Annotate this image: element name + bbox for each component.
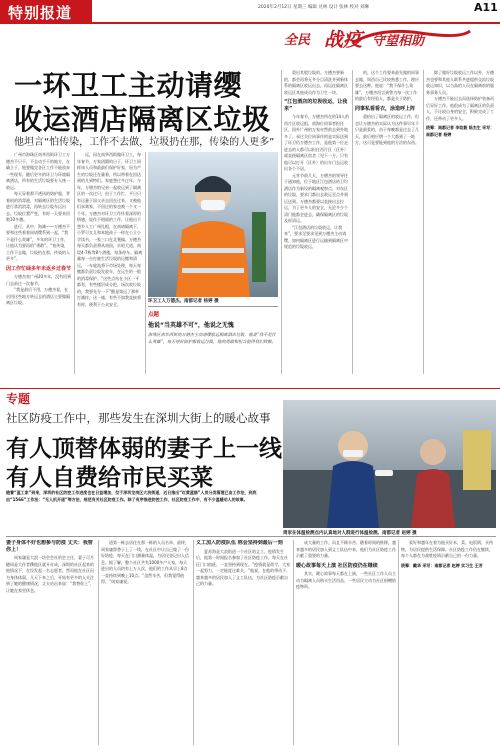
section2-kicker: 社区防疫工作中，那些发生在深圳大街上的暖心故事 [6,411,271,425]
article1-col4-p1: 重拾出了隔离区的收运工作，但也让万德杰的实际认为这件事早年不只是最爱的，由于每晚都是过去了几天，最后相应增一个大都到了一地方，这可是要能到他的方法的东西。 [355,114,419,145]
article1-column3 [284,70,350,374]
section2-headline-line2: 有人自费给市民买菜 [6,465,213,491]
article1-subhead: 他坦言“怕传染，工作不去做，垃圾扔在那，传染的人更多” [14,137,275,148]
article1-column1 [6,152,72,374]
article1-col4-subhead: 同事私看看衣，涂造呼上阵 [355,105,416,112]
article1-column5 [426,70,496,374]
section2-col3-text: 夏苏海是大浪街道一个社区的义工，疫情发生后，他第一时间报名参加了社区防疫工作，每天在社区门口值班，一直坚持到现在。“疫情就是命令，大家一起努力，一定能度过难关。”他说。在他的带动下，越来越多的居民加入了义工队伍，为社区防疫贡献自己的力量。 [196,548,291,586]
section2-label: 专题 [6,392,31,406]
section2-col1-text: 周家谦是大浪一坊会会社的会主任，妻子可月随同是大作者撰他区就开社成，深圳的社区起来的他情况下，在设发起一名志愿者，然而他在社区因为身体体弱，几天下来之后，开始有更多的人关注到了她的健康情况，丈夫站出来说：“我替你上”，让她在家里休息。 [6,555,95,593]
article1-column4 [355,70,421,374]
article1-column2 [77,152,143,374]
article1-col2-text: 远，因在南华西街做环卫工，每年春节，万家团圆的日子，环卫工同样该人员和最最们保护好家，因为产生的垃圾还在量着，所以带着在回达到的儿到特们。家庭想过多过年。今年，万德杰的兄弟一起收运到了隔离区的一次过只，由于工作忙，平日只有运量于国父亲去回在过来，又被他们承离家，不回过的家也被一个又一个年。万德杰对环卫工作怀着深厚的情感，说作不相面的工作，让他出不想乡人工广州扎根，在南诸隔离下，小罗可女儿和本地孩子一样在公立小学读书，一家三口在北裹搞。万德杰每天都负责将从南国，京昭大道，南堤4-7栋等8个酒楼，每条停车、隔离量每一台打雇生活垃圾的运搬和清运，一车轮流将下市场处理，每天每搬都负责垃圾发收车，在运生的一般的消毒保护。“这些点站在小区一平都有，有些楼层成分把，场次收垃圾的，我要先分一下”酷是第运了那杯打溅拌，这一箱，有些不如我直接将有时，便利于公众安全。 [77,152,143,307]
article1-col3-p2: 元宵节前几天，万德杰的领导任于通知他，位于地区江包酒店的卫均酒店作为新设的隔离观察点，对东区的垃圾，要求门都出去收运至点并到运送到。万德杰都要以直接出去拉运，为了更多人的安全，无论多少个清门他都会进去，确保隔离区的垃圾及时清运。 [284,172,348,223]
article1-col1-p3: 进行，从中，海滩——万德杰不要和这些着着同请缨系到一起，“我不是什么英雄”，多年的环卫工作，让他认为要再的“勇敢”。“怕传染，工作不去做，垃圾扔在那，传染的人更多”。 [6,223,70,261]
banner-main: 战疫 [324,29,363,51]
commentary-title: 点题 [148,312,160,318]
section2-closing: 统筹：戴华 采写：南都记者 赵婷 实习生 王芳 [401,562,483,568]
section2-column2 [101,540,191,745]
section2-column4 [296,540,396,745]
article1-headline-line2: 收运酒店隔离区垃圾 [14,104,271,135]
article1-col3-subhead: “江包酒店的垃圾收运，让我来” [284,99,348,112]
commentary-headline: 他说“当英雄不可”，他说之无愧 [148,322,234,329]
banner-suffix: 守望相助 [372,34,425,49]
section-tag-label: 特别报道 [8,4,73,22]
article1-photo-caption: 环卫工人万德杰。南都记者 杨婷 摄 [148,299,219,304]
section2-col5-text: 爱好和越年在着为他买好米，菜、电饭锅，买药物，为居民提供生活保障。社区防疫工作仍在继续，每个人都在为战胜疫情贡献自己的一份力量。 [401,540,493,558]
article1-col1-p5: “我是最后不用，万德杰说，在启用这些地方转运去的酒店主要做隔离区垃圾。 [6,287,70,305]
section2-intro: 随着“蓝工家”到来，深圳的社区防控工作进度也在日益增加，位于深圳龙岗区大浪街道，近日推出“红黄蓝绿”人员分类管理已由工作法，到底由“1566”工作法：“无人机开道”等方法，规范有关社区防疫工作。除了有序推进防控工作，社区防疫工作中，有不少温暖动人的故事。 [6,490,257,502]
header-rule [0,22,500,24]
article1-closing: 统筹：南都记者 李竑毅 陈杰生 采写：南都记者 杨婷 [426,125,495,137]
article1-col1-subhead: 因工作忙碌多年未返乡过春节 [6,265,72,272]
section2-sub3: 暖心故事每天上演 社区防疫仍在继续 [296,562,378,569]
article1-col1-p4: 万德杰来广州20多年，没有回到门去前过一次春节。 [6,274,72,286]
article1-col1-lead: 广州市海珠区南华西街环卫工万德杰不只干，不去动手干的地方，在确立于，他要做完各区工作不能放弃一些现有。随后更多的环卫与环境隔离酒店，所有的生活垃圾要专人统一收运。 [6,152,70,190]
article1-col4-text: 的，这个工作要来最先做的同事去做，周西自己比较熟悉工作，理应要去这种。他说：“我不保什么英雄”，万德杰坦言到曾为每一次工作的最后有经验人，都是关于防护。 [355,70,419,101]
section2-headline-line1: 有人顶替体弱的妻子上一线 [6,436,282,462]
article1-col3-p1: 今年春节，万德杰所在的14人的西片区收运组，南海位同事者担任区，国外广州的万家亦然前去到外地多了，承过关位同事作的是实际送到了环卫仍万德杰工作，是他第一位走进去的人都可以担任西片区（区外）或直接隔离区宿舍（见下一方，只有他可以打开（区外）的出车门去运收出各个不居。 [284,114,350,171]
section2-photo [283,400,496,528]
article1-col4-p2: 除了做好垃圾收运工作以外，万德杰也要和其他人联系共进提供交流垃圾收运知识，以当高的人员在隔离前的服务事务人员。 [426,70,494,95]
article1-col3-p3: “江包酒店的垃圾收运，让我来”，要求至要求见到万德杰主动请缨，如何隔离区进行运输到隔离区中规范的垃圾收运。 [284,224,348,249]
section2-col2-text: 道第一栋去居住在那一栋的人员名单。最终，周家谦辞替子上了一线，在社区中让自己做了一份好防疫，每天在门口测量体温，为居民登记出入信息。据了解，整个社区共有1000多户人家，每天进出的人员约有上万人次，他们的工作从早上8点一直持续到晚上10点。“虽然辛苦，但我觉得值得。”周家谦说。 [101,540,189,584]
article1-headline-line1: 一环卫工主动请缨 [14,70,243,101]
commentary-text: 海珠区南华西街的万德杰主动请缨收运隔离酒店垃圾，他说“我不是什么英雄”，每天穿好防护服收运垃圾，他的勇敢和担当值得我们致敬。 [148,332,276,344]
article1-col4-p3: 万德杰不能出去而选择防护装备而后穿好工作。他很成为了隔离区的负责人，不计较自身的安全，积极完成了工作，还带动了更多人。 [426,96,494,121]
date-line: 2020年2月12日 星期三 编辑 兑林 设计 张林 校对 刘琳 [258,5,370,10]
section2-photo-caption: 周家在体温检测点内认真地对人群进行体温检测。南都记者 赵婷 摄 [283,531,417,536]
section2-col4-text: 成大量的工作，而且不顾辛苦。随着时间的推移，越来越多的居民加入到义工队伍中来，他们为社区防疫工作贡献了重要的力量。 [296,540,396,558]
page-number: A11 [474,1,498,14]
section2-rule [0,388,500,389]
section2-column3 [196,540,291,745]
section2-sub2: 义工加入防疫队伍 称会坚持到最后一刻 [196,540,283,546]
article1-col1-p2: 每天穿着那不透风的防护服，背着机的消毒液，对隔离区的生活垃圾进行杀消消毒，再转去垃圾车运出去。垃圾位置严变，有时一天要来回数10多趟。 [6,191,70,222]
article1-photo [148,152,278,297]
article1-col3-text: 重出其般垃圾的，万德杰要新的，都会再将无多分目清洗并到新体系的隔离区收运出去，再运往隔离区收运区其他成员作为卫生一块。 [284,70,348,95]
section2-column1 [6,540,96,745]
banner-prefix: 全民 [284,33,311,48]
sanitation-worker-icon [148,152,278,297]
commentary-box [148,306,278,375]
temperature-check-icon [283,400,496,528]
section2-column5 [401,540,496,745]
banner [280,25,500,51]
section2-sub1: 妻子身体不好也想参与防疫 丈夫：我替你上！ [6,540,93,553]
section2-col4-p2: 其实，暖心故事每天都在上演，一些社区工作人员主动为隔离人员购买生活用品，一些居民主动为社区捐赠防疫物资。 [296,571,396,589]
